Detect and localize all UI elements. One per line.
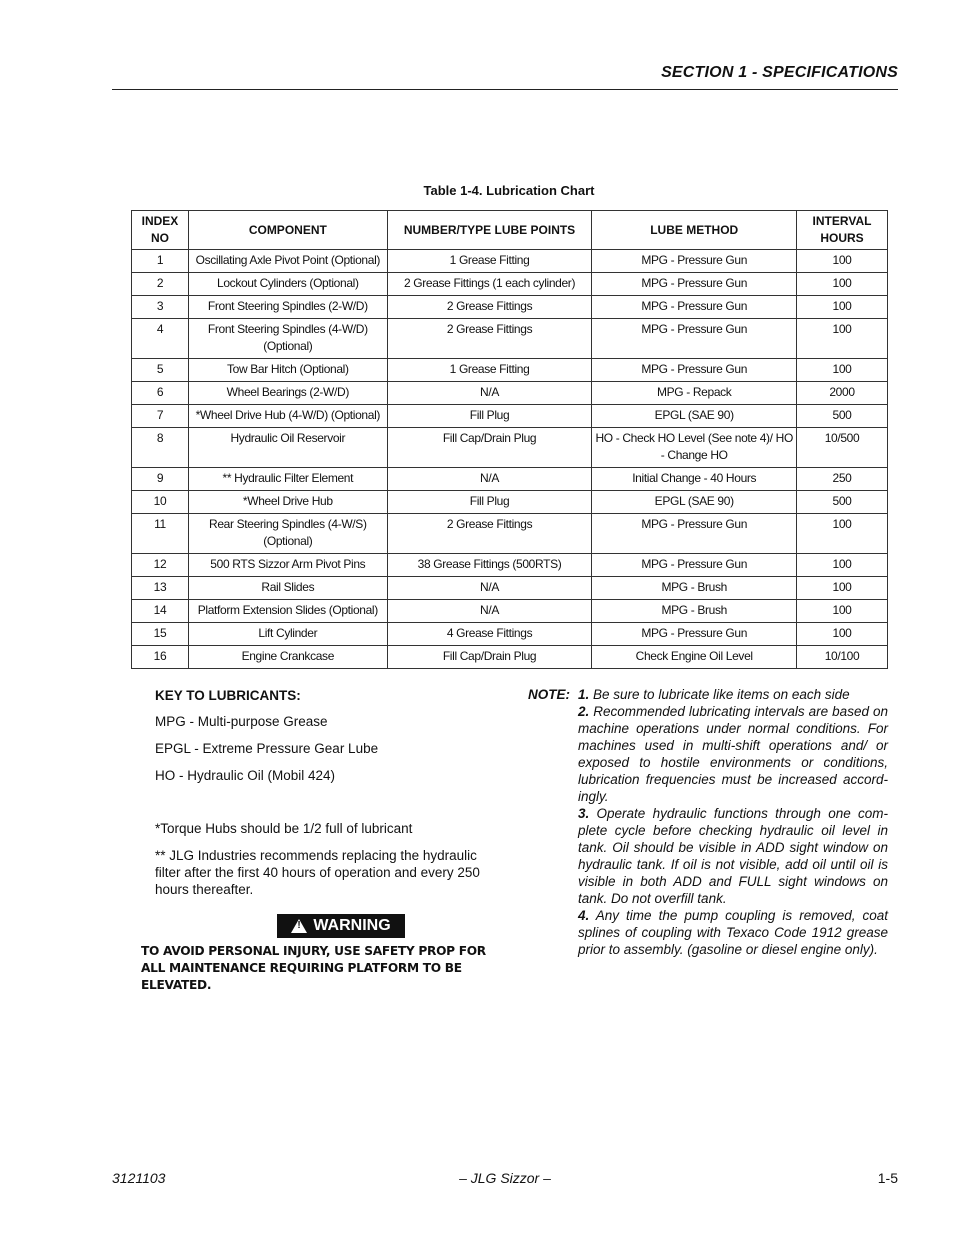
lube-points-cell: N/A	[387, 600, 592, 623]
lube-points-cell: 1 Grease Fitting	[387, 359, 592, 382]
table-row	[132, 428, 888, 468]
lube-points-cell: 4 Grease Fittings	[387, 623, 592, 646]
column-header-interval	[797, 211, 888, 250]
lube-points-cell: Fill Cap/Drain Plug	[387, 428, 592, 468]
lube-method-cell: Check Engine Oil Level	[592, 646, 797, 669]
lube-points-cell: 1 Grease Fitting	[387, 250, 592, 273]
interval-cell: 100	[797, 359, 888, 382]
index-cell: 15	[132, 623, 189, 646]
filter-note: ** JLG Industries recommends replacing the hydraulic filter after the first 40 hours of operation and every 250 hours thereafter.	[155, 848, 480, 897]
component-cell: Lockout Cylinders (Optional)	[188, 273, 387, 296]
lube-method-cell: MPG - Pressure Gun	[592, 250, 797, 273]
table-row	[132, 468, 888, 491]
interval-cell: 2000	[797, 382, 888, 405]
index-cell: 14	[132, 600, 189, 623]
interval-cell: 10/100	[797, 646, 888, 669]
lube-points-cell: N/A	[387, 577, 592, 600]
component-cell: *Wheel Drive Hub	[188, 491, 387, 514]
table-row	[132, 554, 888, 577]
component-cell: Front Steering Spindles (4-W/D) (Optional)	[188, 319, 387, 359]
note-text: Operate hydraulic functions through one com-plete cycle before checking hydraulic oil level in tank. Oil should be visible in ADD sight window on hydraulic tank. If oil is not visible, add oil until oil is visible in both ADD and FULL sight windows on tank. Do not overfill tank.	[578, 806, 888, 906]
component-cell: *Wheel Drive Hub (4-W/D) (Optional)	[188, 405, 387, 428]
table-title: Table 1-4. Lubrication Chart	[423, 183, 595, 198]
interval-cell: 100	[797, 623, 888, 646]
table-body	[132, 250, 888, 669]
lube-method-cell: MPG - Pressure Gun	[592, 359, 797, 382]
component-cell: Oscillating Axle Pivot Point (Optional)	[188, 250, 387, 273]
lube-method-cell: MPG - Pressure Gun	[592, 554, 797, 577]
section-header: SECTION 1 - SPECIFICATIONS	[661, 64, 898, 81]
component-cell: Rear Steering Spindles (4-W/S) (Optional)	[188, 514, 387, 554]
key-item: MPG - Multi-purpose Grease	[155, 714, 328, 729]
index-cell: 13	[132, 577, 189, 600]
note-item-3	[578, 805, 888, 907]
index-cell: 3	[132, 296, 189, 319]
footer-title: – JLG Sizzor –	[459, 1170, 551, 1186]
lube-method-cell: MPG - Pressure Gun	[592, 273, 797, 296]
table-row	[132, 600, 888, 623]
note-item-2	[578, 703, 888, 805]
column-header-lube-method: LUBE METHOD	[592, 211, 797, 250]
note-item-1	[578, 686, 888, 703]
component-cell: Tow Bar Hitch (Optional)	[188, 359, 387, 382]
interval-cell: 100	[797, 600, 888, 623]
lube-method-cell: EPGL (SAE 90)	[592, 491, 797, 514]
table-row	[132, 514, 888, 554]
interval-cell: 250	[797, 468, 888, 491]
lube-method-cell: MPG - Brush	[592, 577, 797, 600]
note-number: 3.	[578, 806, 590, 821]
interval-cell: 500	[797, 491, 888, 514]
column-header-index	[132, 211, 189, 250]
lubrication-table	[131, 210, 888, 669]
component-cell: Platform Extension Slides (Optional)	[188, 600, 387, 623]
table-row	[132, 319, 888, 359]
column-header-text: INTERVAL HOURS	[812, 214, 872, 245]
lube-points-cell: N/A	[387, 382, 592, 405]
lube-points-cell: Fill Plug	[387, 405, 592, 428]
key-item: HO - Hydraulic Oil (Mobil 424)	[155, 768, 336, 783]
warning-text: TO AVOID PERSONAL INJURY, USE SAFETY PROP FOR ALL MAINTENANCE REQUIRING PLATFORM TO BE ELEVATED.	[141, 944, 486, 992]
footer-page-number: 1-5	[877, 1170, 898, 1186]
warning-label: WARNING	[313, 917, 391, 934]
index-cell: 2	[132, 273, 189, 296]
interval-cell: 100	[797, 296, 888, 319]
note-text: Recommended lubricating intervals are based on machine operations under normal conditions. For machines used in multi-shift operations and/ or exposed to hostile environments or conditions, lubrication frequencies must be increased accord-ingly.	[578, 704, 888, 804]
lube-method-cell: MPG - Brush	[592, 600, 797, 623]
note-number: 4.	[578, 908, 590, 923]
index-cell: 1	[132, 250, 189, 273]
note-number: 2.	[578, 704, 590, 719]
index-cell: 10	[132, 491, 189, 514]
table-row	[132, 296, 888, 319]
lube-method-cell: MPG - Repack	[592, 382, 797, 405]
torque-hub-note: *Torque Hubs should be 1/2 full of lubricant	[155, 821, 413, 836]
index-cell: 8	[132, 428, 189, 468]
table-row	[132, 623, 888, 646]
lube-points-cell: 38 Grease Fittings (500RTS)	[387, 554, 592, 577]
component-cell: Lift Cylinder	[188, 623, 387, 646]
index-cell: 11	[132, 514, 189, 554]
component-cell: Hydraulic Oil Reservoir	[188, 428, 387, 468]
lube-method-cell: Initial Change - 40 Hours	[592, 468, 797, 491]
index-cell: 16	[132, 646, 189, 669]
interval-cell: 100	[797, 514, 888, 554]
note-text: Be sure to lubricate like items on each side	[593, 687, 850, 702]
note-label: NOTE:	[528, 687, 570, 702]
interval-cell: 10/500	[797, 428, 888, 468]
column-header-component: COMPONENT	[188, 211, 387, 250]
lubricant-key	[155, 687, 505, 908]
note-number: 1.	[578, 687, 590, 702]
warning-banner	[277, 914, 405, 938]
lube-method-cell: HO - Check HO Level (See note 4)/ HO - Change HO	[592, 428, 797, 468]
lube-method-cell: EPGL (SAE 90)	[592, 405, 797, 428]
header-rule	[112, 89, 898, 90]
table-row	[132, 250, 888, 273]
index-cell: 5	[132, 359, 189, 382]
table-row	[132, 491, 888, 514]
component-cell: 500 RTS Sizzor Arm Pivot Pins	[188, 554, 387, 577]
lube-points-cell: N/A	[387, 468, 592, 491]
table-row	[132, 405, 888, 428]
index-cell: 6	[132, 382, 189, 405]
component-cell: ** Hydraulic Filter Element	[188, 468, 387, 491]
interval-cell: 500	[797, 405, 888, 428]
lube-points-cell: Fill Cap/Drain Plug	[387, 646, 592, 669]
lube-points-cell: 2 Grease Fittings (1 each cylinder)	[387, 273, 592, 296]
lube-points-cell: Fill Plug	[387, 491, 592, 514]
component-cell: Wheel Bearings (2-W/D)	[188, 382, 387, 405]
lube-points-cell: 2 Grease Fittings	[387, 319, 592, 359]
table-header-row	[132, 211, 888, 250]
lube-points-cell: 2 Grease Fittings	[387, 296, 592, 319]
table-row	[132, 646, 888, 669]
lube-points-cell: 2 Grease Fittings	[387, 514, 592, 554]
table-row	[132, 359, 888, 382]
key-title: KEY TO LUBRICANTS:	[155, 688, 301, 703]
table-row	[132, 577, 888, 600]
index-cell: 4	[132, 319, 189, 359]
index-cell: 7	[132, 405, 189, 428]
key-item: EPGL - Extreme Pressure Gear Lube	[155, 741, 379, 756]
footer-doc-number: 3121103	[112, 1170, 166, 1186]
note-item-4	[578, 907, 888, 958]
interval-cell: 100	[797, 273, 888, 296]
lube-method-cell: MPG - Pressure Gun	[592, 296, 797, 319]
warning-triangle-icon	[291, 919, 307, 933]
lube-method-cell: MPG - Pressure Gun	[592, 319, 797, 359]
interval-cell: 100	[797, 319, 888, 359]
interval-cell: 100	[797, 554, 888, 577]
component-cell: Engine Crankcase	[188, 646, 387, 669]
index-cell: 12	[132, 554, 189, 577]
index-cell: 9	[132, 468, 189, 491]
note-text: Any time the pump coupling is removed, coat splines of coupling with Texaco Code 1912 grease prior to assembly. (gasoline or diesel engine only).	[578, 908, 889, 957]
component-cell: Rail Slides	[188, 577, 387, 600]
column-header-text: INDEX NO	[141, 214, 179, 245]
lube-method-cell: MPG - Pressure Gun	[592, 623, 797, 646]
table-row	[132, 273, 888, 296]
interval-cell: 100	[797, 250, 888, 273]
table-row	[132, 382, 888, 405]
column-header-lube-points: NUMBER/TYPE LUBE POINTS	[387, 211, 592, 250]
interval-cell: 100	[797, 577, 888, 600]
notes-block	[528, 686, 888, 958]
lube-method-cell: MPG - Pressure Gun	[592, 514, 797, 554]
component-cell: Front Steering Spindles (2-W/D)	[188, 296, 387, 319]
